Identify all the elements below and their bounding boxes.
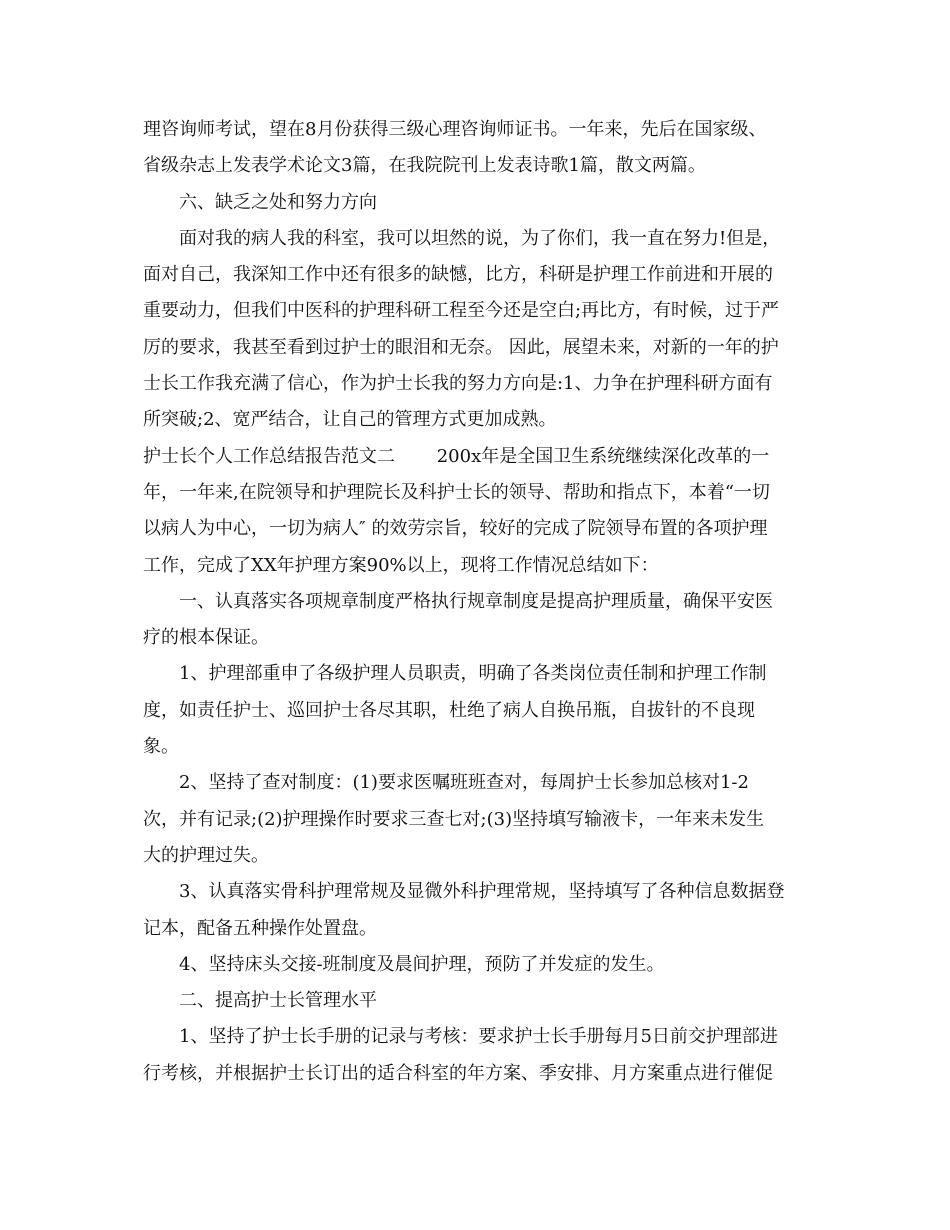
text-line: 疗的根本保证。 bbox=[143, 627, 269, 649]
text-line: 记本，配备五种操作处置盘。 bbox=[143, 917, 377, 939]
text-line: 4、坚持床头交接-班制度及晨间护理，预防了并发症的发生。 bbox=[143, 953, 665, 975]
text-line: 行考核，并根据护士长订出的适合科室的年方案、季安排、月方案重点进行催促 bbox=[143, 1062, 773, 1084]
section-heading: 一、认真落实各项规章制度严格执行规章制度是提高护理质量，确保平安医 bbox=[143, 590, 773, 612]
text-line: 3、认真落实骨科护理常规及显微外科护理常规，坚持填写了各种信息数据登 bbox=[143, 881, 785, 903]
text-line: 所突破;2、宽严结合，让自己的管理方式更加成熟。 bbox=[143, 409, 557, 431]
text-line: 重要动力，但我们中医科的护理科研工程至今还是空白;再比方，有时候，过于严 bbox=[143, 300, 780, 322]
section-heading: 六、缺乏之处和努力方向 bbox=[143, 191, 377, 213]
text-line: 工作，完成了XX年护理方案90%以上，现将工作情况总结如下： bbox=[143, 554, 659, 576]
text-line: 护士长个人工作总结报告范文二 200x年是全国卫生系统继续深化改革的一 bbox=[143, 445, 770, 467]
text-line: 士长工作我充满了信心，作为护士长我的努力方向是:1、力争在护理科研方面有 bbox=[143, 373, 773, 395]
text-line: 省级杂志上发表学术论文3篇，在我院院刊上发表诗歌1篇，散文两篇。 bbox=[143, 155, 706, 177]
text-line: 面对自己，我深知工作中还有很多的缺憾，比方，科研是护理工作前进和开展的 bbox=[143, 264, 773, 286]
text-line: 大的护理过失。 bbox=[143, 844, 269, 866]
text-line: 面对我的病人我的科室，我可以坦然的说，为了你们，我一直在努力!但是， bbox=[143, 227, 781, 249]
text-line: 2、坚持了查对制度：(1)要求医嘱班班查对，每周护士长参加总核对1-2 bbox=[143, 772, 749, 794]
text-line: 次，并有记录;(2)护理操作时要求三查七对;(3)坚持填写输液卡，一年来未发生 bbox=[143, 808, 765, 830]
text-line: 理咨询师考试，望在8月份获得三级心理咨询师证书。一年来，先后在国家级、 bbox=[143, 119, 767, 140]
text-line: 象。 bbox=[143, 736, 179, 758]
section-heading: 二、提高护士长管理水平 bbox=[143, 990, 377, 1012]
document-body bbox=[143, 112, 811, 1092]
text-line: 以病人为中心，一切为病人″ 的效劳宗旨，较好的完成了院领导布置的各项护理 bbox=[143, 518, 768, 540]
text-line: 年，一年来,在院领导和护理院长及科护士长的领导、帮助和指点下，本着“一切 bbox=[143, 481, 770, 503]
text-line: 厉的要求，我甚至看到过护士的眼泪和无奈。 因此，展望未来，对新的一年的护 bbox=[143, 336, 779, 358]
text-line: 1、坚持了护士长手册的记录与考核：要求护士长手册每月5日前交护理部进 bbox=[143, 1026, 778, 1048]
text-line: 度，如责任护士、巡回护士各尽其职，杜绝了病人自换吊瓶，自拔针的不良现 bbox=[143, 699, 755, 721]
text-line: 1、护理部重申了各级护理人员职责，明确了各类岗位责任制和护理工作制 bbox=[143, 663, 767, 685]
